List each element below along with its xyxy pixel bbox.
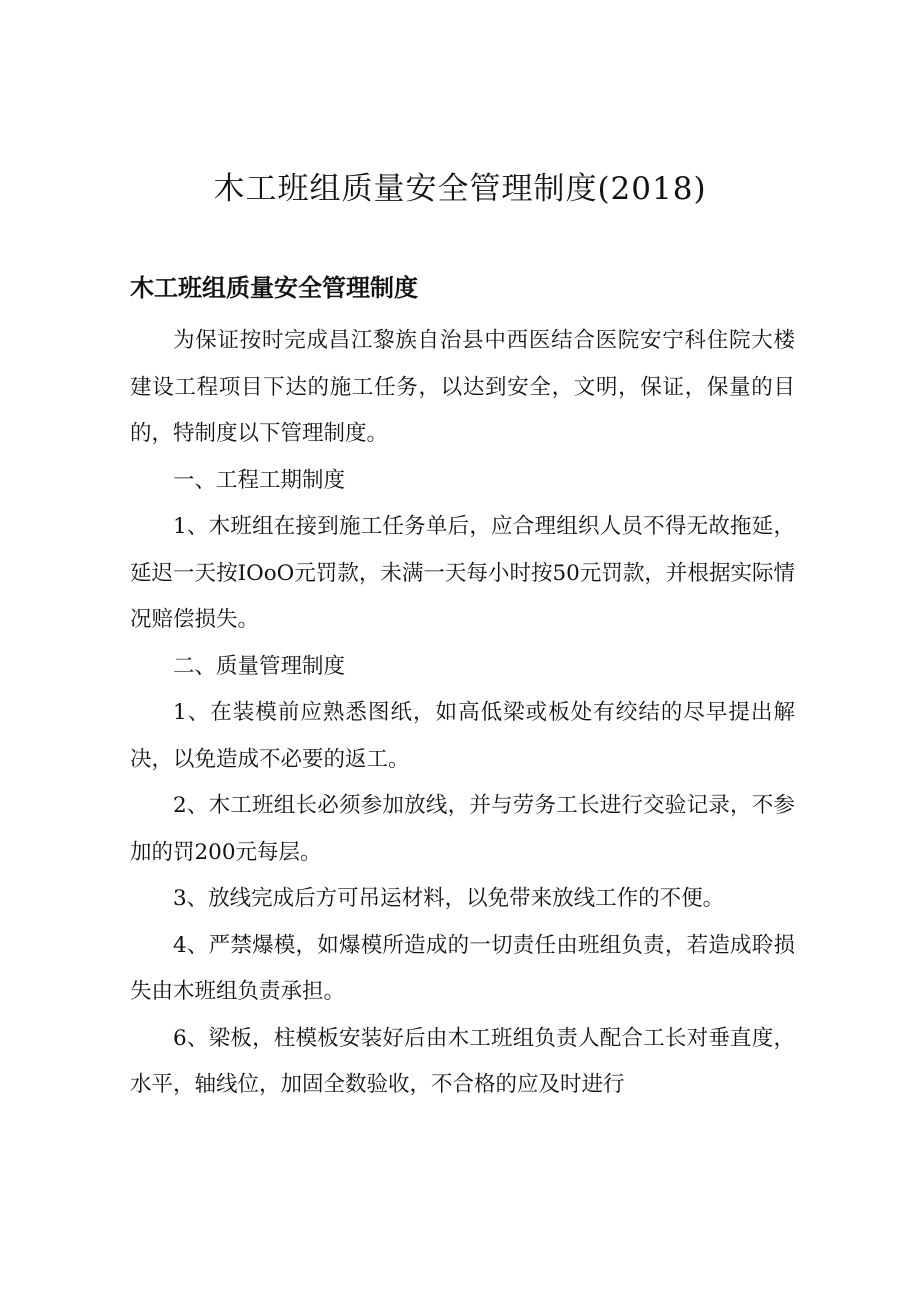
quality-item-6: 6、梁板，柱模板安装好后由木工班组负责人配合工长对垂直度，水平，轴线位，加固全数验收，不合格的应及时进行 xyxy=(130,1025,795,1097)
section-title-schedule: 一、工程工期制度 xyxy=(173,467,346,493)
document-body xyxy=(130,318,795,1109)
quality-item-2: 2、木工班组长必须参加放线，并与劳务工长进行交验记录，不参加的罚200元每层。 xyxy=(130,793,795,865)
schedule-item-1: 1、木班组在接到施工任务单后，应合理组织人员不得无故拖延，延迟一天按IOoO元罚款，未满一天每小时按50元罚款，并根据实际情况赔偿损失。 xyxy=(130,514,795,632)
quality-item-1: 1、在装模前应熟悉图纸，如高低梁或板处有绞结的尽早提出解决，以免造成不必要的返工。 xyxy=(130,700,795,772)
document-title: 木工班组质量安全管理制度(2018) xyxy=(213,171,707,207)
intro-paragraph: 为保证按时完成昌江黎族自治县中西医结合医院安宁科住院大楼建设工程项目下达的施工任务，以达到安全，文明，保证，保量的目的，特制度以下管理制度。 xyxy=(130,328,795,446)
quality-item-3: 3、放线完成后方可吊运材料，以免带来放线工作的不便。 xyxy=(173,886,725,911)
quality-item-4: 4、严禁爆模，如爆模所造成的一切责任由班组负责，若造成聆损失由木班组负责承担。 xyxy=(130,932,795,1004)
section-title-quality: 二、质量管理制度 xyxy=(173,653,346,679)
section-heading: 木工班组质量安全管理制度 xyxy=(130,274,418,302)
